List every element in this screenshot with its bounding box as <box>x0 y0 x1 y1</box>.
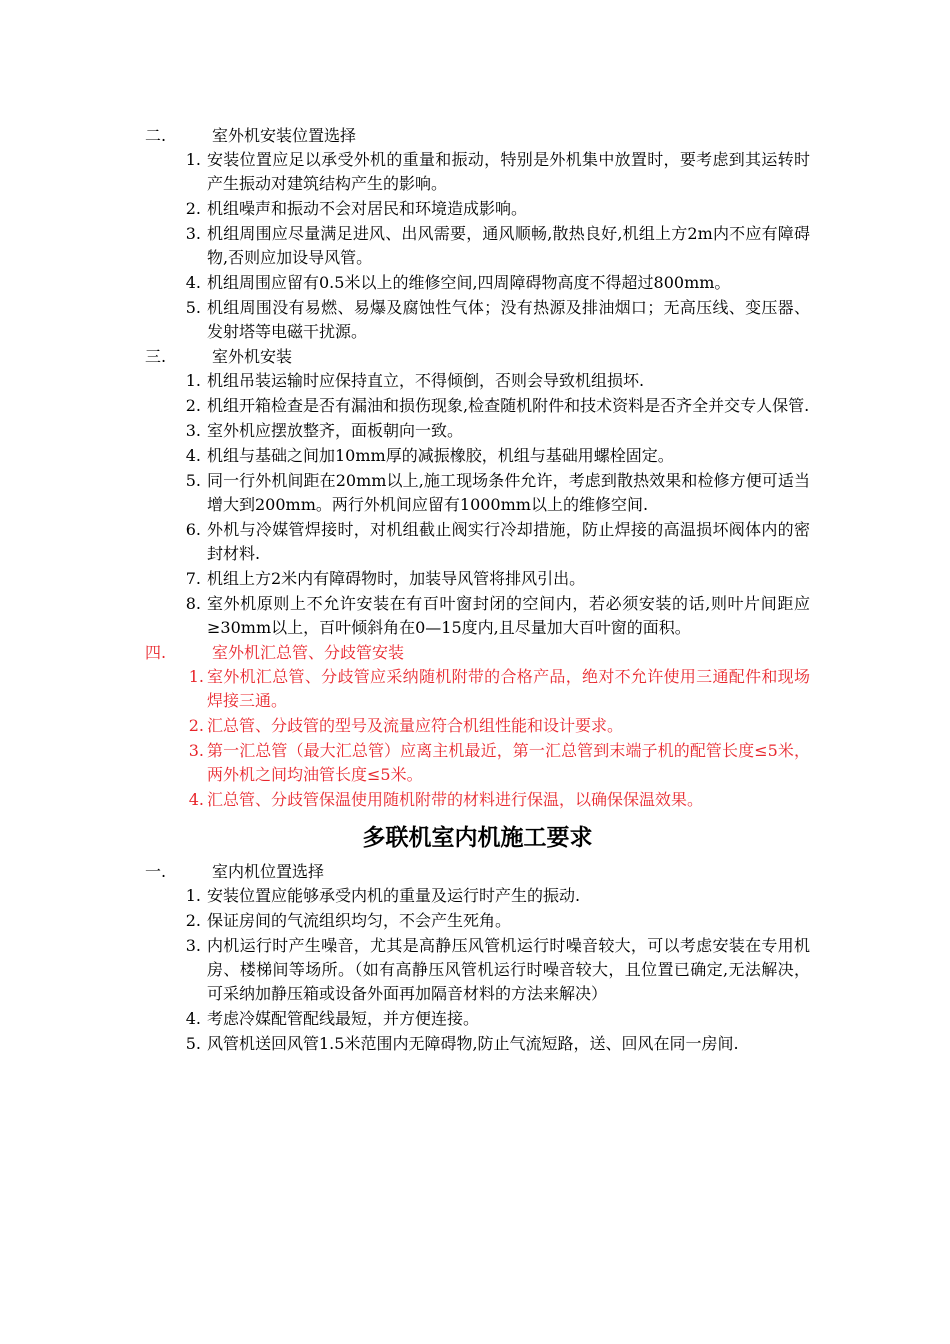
item-text: 汇总管、分歧管保温使用随机附带的材料进行保温，以确保保温效果。 <box>207 790 704 809</box>
item-number: 1. <box>185 371 201 390</box>
section-outdoor-installation <box>145 345 810 640</box>
list-item <box>145 271 810 295</box>
section-title: 室外机安装 <box>212 347 293 366</box>
item-number: 8. <box>185 594 201 613</box>
item-number: 1. <box>188 667 204 686</box>
item-number: 2. <box>185 396 201 415</box>
section-title: 室外机汇总管、分歧管安装 <box>212 643 405 662</box>
list-item <box>145 714 810 738</box>
item-text: 机组周围应留有0.5米以上的维修空间,四周障碍物高度不得超过800mm。 <box>207 273 731 292</box>
list-item <box>145 222 810 270</box>
item-number: 3. <box>185 421 201 440</box>
item-text: 同一行外机间距在20mm以上,施工现场条件允许，考虑到散热效果和检修方便可适当增大到200mm。两行外机间应留有1000mm以上的维修空间. <box>207 471 810 514</box>
section-number: 三. <box>145 347 167 366</box>
list-item <box>145 296 810 344</box>
item-text: 汇总管、分歧管的型号及流量应符合机组性能和设计要求。 <box>207 716 624 735</box>
list-item <box>145 444 810 468</box>
item-number: 2. <box>188 716 204 735</box>
item-text: 机组周围没有易燃、易爆及腐蚀性气体；没有热源及排油烟口；无高压线、变压器、发射塔等电磁干扰源。 <box>207 298 810 341</box>
item-number: 2. <box>185 911 201 930</box>
list-item <box>145 1007 810 1031</box>
item-text: 安装位置应足以承受外机的重量和振动，特别是外机集中放置时，要考虑到其运转时产生振动对建筑结构产生的影响。 <box>207 150 810 193</box>
item-text: 机组噪声和振动不会对居民和环境造成影响。 <box>207 199 528 218</box>
item-number: 4. <box>185 446 201 465</box>
list-item <box>145 739 810 787</box>
item-number: 3. <box>185 936 201 955</box>
item-number: 2. <box>185 199 201 218</box>
item-text: 室外机汇总管、分歧管应采纳随机附带的合格产品，绝对不允许使用三通配件和现场焊接三通。 <box>207 667 810 710</box>
item-number: 4. <box>188 790 204 809</box>
item-number: 5. <box>185 1034 201 1053</box>
list-item <box>145 592 810 640</box>
item-text: 安装位置应能够承受内机的重量及运行时产生的振动. <box>207 886 581 905</box>
list-item <box>145 518 810 566</box>
item-list <box>145 884 810 1056</box>
item-text: 机组吊装运输时应保持直立，不得倾倒，否则会导致机组损坏. <box>207 371 645 390</box>
item-text: 机组开箱检查是否有漏油和损伤现象,检查随机附件和技术资料是否齐全并交专人保管. <box>207 396 810 415</box>
item-number: 3. <box>188 741 204 760</box>
item-text: 机组上方2米内有障碍物时，加装导风管将排风引出。 <box>207 569 586 588</box>
list-item <box>145 934 810 1006</box>
section-header-pipe-installation <box>145 641 810 812</box>
item-number: 1. <box>185 150 201 169</box>
list-item <box>145 909 810 933</box>
item-number: 3. <box>185 224 201 243</box>
item-number: 7. <box>185 569 201 588</box>
section-indoor-location <box>145 860 810 1056</box>
document-title: 多联机室内机施工要求 <box>362 825 593 851</box>
document-content <box>145 124 810 1057</box>
item-text: 外机与冷媒管焊接时，对机组截止阀实行冷却措施，防止焊接的高温损坏阀体内的密封材料. <box>207 520 810 563</box>
item-list <box>145 148 810 344</box>
item-text: 保证房间的气流组织均匀，不会产生死角。 <box>207 911 512 930</box>
list-item <box>145 394 810 418</box>
section-number: 一. <box>145 862 167 881</box>
list-item <box>145 419 810 443</box>
list-item <box>145 148 810 196</box>
section-title: 室内机位置选择 <box>212 862 325 881</box>
item-number: 6. <box>185 520 201 539</box>
item-text: 第一汇总管（最大汇总管）应离主机最近，第一汇总管到末端子机的配管长度≤5米，两外机之间均油管长度≤5米。 <box>207 741 810 784</box>
section-heading <box>145 641 810 665</box>
item-number: 4. <box>185 1009 201 1028</box>
section-title: 室外机安装位置选择 <box>212 126 357 145</box>
list-item <box>145 788 810 812</box>
list-item <box>145 369 810 393</box>
item-text: 机组周围应尽量满足进风、出风需要，通风顺畅,散热良好,机组上方2m内不应有障碍物,否则应加设导风管。 <box>207 224 810 267</box>
item-text: 机组与基础之间加10mm厚的减振橡胶，机组与基础用螺栓固定。 <box>207 446 674 465</box>
list-item <box>145 884 810 908</box>
item-text: 风管机送回风管1.5米范围内无障碍物,防止气流短路，送、回风在同一房间. <box>207 1034 739 1053</box>
list-item <box>145 469 810 517</box>
section-number: 二. <box>145 126 167 145</box>
list-item <box>145 665 810 713</box>
item-number: 5. <box>185 471 201 490</box>
section-heading <box>145 860 810 884</box>
item-list <box>145 665 810 812</box>
item-list <box>145 369 810 640</box>
item-text: 考虑冷媒配管配线最短，并方便连接。 <box>207 1009 480 1028</box>
list-item <box>145 197 810 221</box>
list-item <box>145 567 810 591</box>
section-outdoor-location <box>145 124 810 344</box>
item-number: 5. <box>185 298 201 317</box>
item-text: 内机运行时产生噪音，尤其是高静压风管机运行时噪音较大，可以考虑安装在专用机房、楼梯间等场所。（如有高静压风管机运行时噪音较大，且位置已确定,无法解决，可采纳加静压箱或设备外面再加隔音材料的方法来解决） <box>207 936 810 1003</box>
section-heading <box>145 345 810 369</box>
section-heading <box>145 124 810 148</box>
section-number: 四. <box>145 643 167 662</box>
item-number: 1. <box>185 886 201 905</box>
item-text: 室外机应摆放整齐，面板朝向一致。 <box>207 421 464 440</box>
item-number: 4. <box>185 273 201 292</box>
item-text: 室外机原则上不允许安装在有百叶窗封闭的空间内，若必须安装的话,则叶片间距应≥30mm以上，百叶倾斜角在0—15度内,且尽量加大百叶窗的面积。 <box>207 594 810 637</box>
list-item <box>145 1032 810 1056</box>
